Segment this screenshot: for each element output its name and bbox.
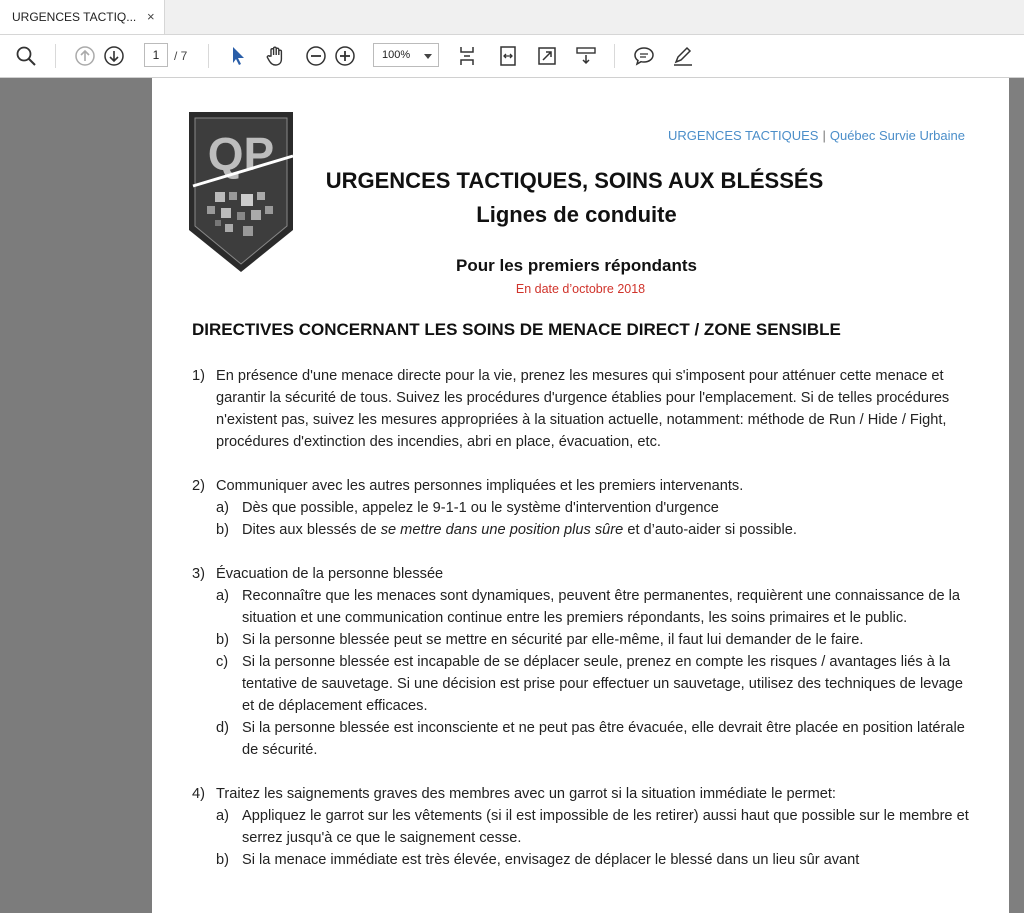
sign-icon[interactable] (671, 44, 695, 68)
sub-item-text: Reconnaître que les menaces sont dynamiques, peuvent être permanentes, requièrent une connaissance de la situation et une communication continue entre les premiers répondants, les soins primaires et le public. (242, 588, 960, 626)
sub-item-text (242, 519, 972, 541)
sub-item-text: Si la personne blessée peut se mettre en sécurité par elle-même, il faut lui demander de le faire. (242, 632, 864, 648)
document-title: URGENCES TACTIQUES, SOINS AUX BLÉSSÉS (325, 168, 824, 193)
zoom-value: 100% (382, 49, 411, 61)
sub-item (216, 651, 972, 717)
header-left: URGENCES TACTIQUES (667, 128, 819, 143)
document-page (152, 78, 1009, 913)
item-text: En présence d'une menace directe pour la vie, prenez les mesures qui s'imposent pour atténuer cette menace et garantir la sécurité de tous. Suivez les procédures d'urgence établies pour l'emplacement. Si de telles procédures n'existent pas, suivez les mesures appropriées à la situation actuelle, notamment: méthode de Run / Hide / Fight, procédures d'extinction des incendies, abri en place, évacuation, etc. (216, 368, 950, 450)
sub-item-letter: b) (216, 852, 229, 868)
comment-icon[interactable] (632, 44, 656, 68)
sub-item-letter: c) (216, 654, 229, 670)
close-tab-icon[interactable]: × (147, 9, 155, 24)
document-date: En date d’octobre 2018 (515, 282, 646, 296)
sub-item-text: Si la menace immédiate est très élevée, envisagez de déplacer le blessé dans un lieu sûr avant (242, 852, 860, 868)
sub-item-letter: a) (216, 808, 229, 824)
tab-bar (0, 0, 1024, 35)
chevron-down-icon (424, 54, 432, 59)
toolbar-separator (208, 44, 209, 68)
tab-title: URGENCES TACTIQ... (12, 10, 137, 24)
hand-icon[interactable] (264, 44, 288, 68)
sub-item-text: Dès que possible, appelez le 9-1-1 ou le système d'intervention d'urgence (242, 500, 719, 516)
header-separator: | (822, 128, 826, 143)
viewport-margin (0, 78, 152, 913)
item-text: Communiquer avec les autres personnes impliquées et les premiers intervenants. (216, 478, 744, 494)
arrow-up-icon[interactable] (73, 44, 97, 68)
viewer-toolbar (0, 35, 1024, 78)
sub-item (216, 497, 972, 519)
sub-item (216, 629, 972, 651)
sub-item (216, 849, 972, 871)
sub-item-text: Appliquez le garrot sur les vêtements (si il est impossible de les retirer) aussi haut que possible sur le membre et serrez jusqu'à ce que le saignement cesse. (242, 808, 969, 846)
document-body (192, 365, 972, 893)
fit-page-icon[interactable] (455, 44, 479, 68)
sub-item-letter: b) (216, 522, 229, 538)
list-item (192, 475, 972, 541)
sub-item-text-post: et d’auto-aider si possible. (623, 522, 797, 538)
sub-item-text: Si la personne blessée est incapable de se déplacer seule, prenez en compte les risques / avantages liés à la tentative de sauvetage. Si une décision est prise pour effectuer un sauvetage, utilisez des techniques de levage et de déplacement efficaces. (242, 654, 963, 714)
page-number-input[interactable]: 1 (144, 43, 168, 67)
list-item (192, 783, 972, 871)
svg-text:QP: QP (207, 128, 275, 180)
section-heading: DIRECTIVES CONCERNANT LES SOINS DE MENACE DIRECT / ZONE SENSIBLE (192, 320, 841, 339)
sub-item (216, 519, 972, 541)
sub-item-letter: b) (216, 632, 229, 648)
page-total: / 7 (174, 49, 188, 63)
document-tab[interactable] (0, 0, 165, 34)
list-item (192, 365, 972, 453)
sub-item-text-emphasis: se mettre dans une position plus sûre (380, 522, 624, 538)
sub-item-text: Si la personne blessée est inconsciente et ne peut pas être évacuée, elle devrait être placée en position latérale de sécurité. (242, 720, 965, 758)
sub-item (216, 717, 972, 761)
item-number: 3) (192, 566, 205, 582)
audience-heading: Pour les premiers répondants (456, 256, 697, 275)
document-viewport[interactable] (0, 78, 1024, 913)
toolbar-separator (55, 44, 56, 68)
header-note (668, 128, 965, 143)
fullscreen-icon[interactable] (535, 44, 559, 68)
item-text: Évacuation de la personne blessée (216, 566, 444, 582)
sub-item-letter: a) (216, 500, 229, 516)
sub-item (216, 805, 972, 849)
toolbar-separator (614, 44, 615, 68)
sub-item-letter: d) (216, 720, 229, 736)
scroll-mode-icon[interactable] (574, 44, 598, 68)
item-text: Traitez les saignements graves des membres avec un garrot si la situation immédiate le permet: (216, 786, 836, 802)
sub-item-text-pre: Dites aux blessés de (242, 522, 381, 538)
arrow-down-icon[interactable] (102, 44, 126, 68)
zoom-in-icon[interactable] (333, 44, 357, 68)
sub-item-letter: a) (216, 588, 229, 604)
zoom-select[interactable] (373, 43, 439, 67)
item-number: 2) (192, 478, 205, 494)
fit-width-icon[interactable] (496, 44, 520, 68)
search-icon[interactable] (14, 44, 38, 68)
list-item (192, 563, 972, 761)
item-number: 1) (192, 368, 205, 384)
select-cursor-icon[interactable] (226, 44, 250, 68)
item-number: 4) (192, 786, 205, 802)
zoom-out-icon[interactable] (304, 44, 328, 68)
document-subtitle: Lignes de conduite (476, 202, 677, 227)
sub-item (216, 585, 972, 629)
header-right: Québec Survie Urbaine (829, 128, 965, 143)
